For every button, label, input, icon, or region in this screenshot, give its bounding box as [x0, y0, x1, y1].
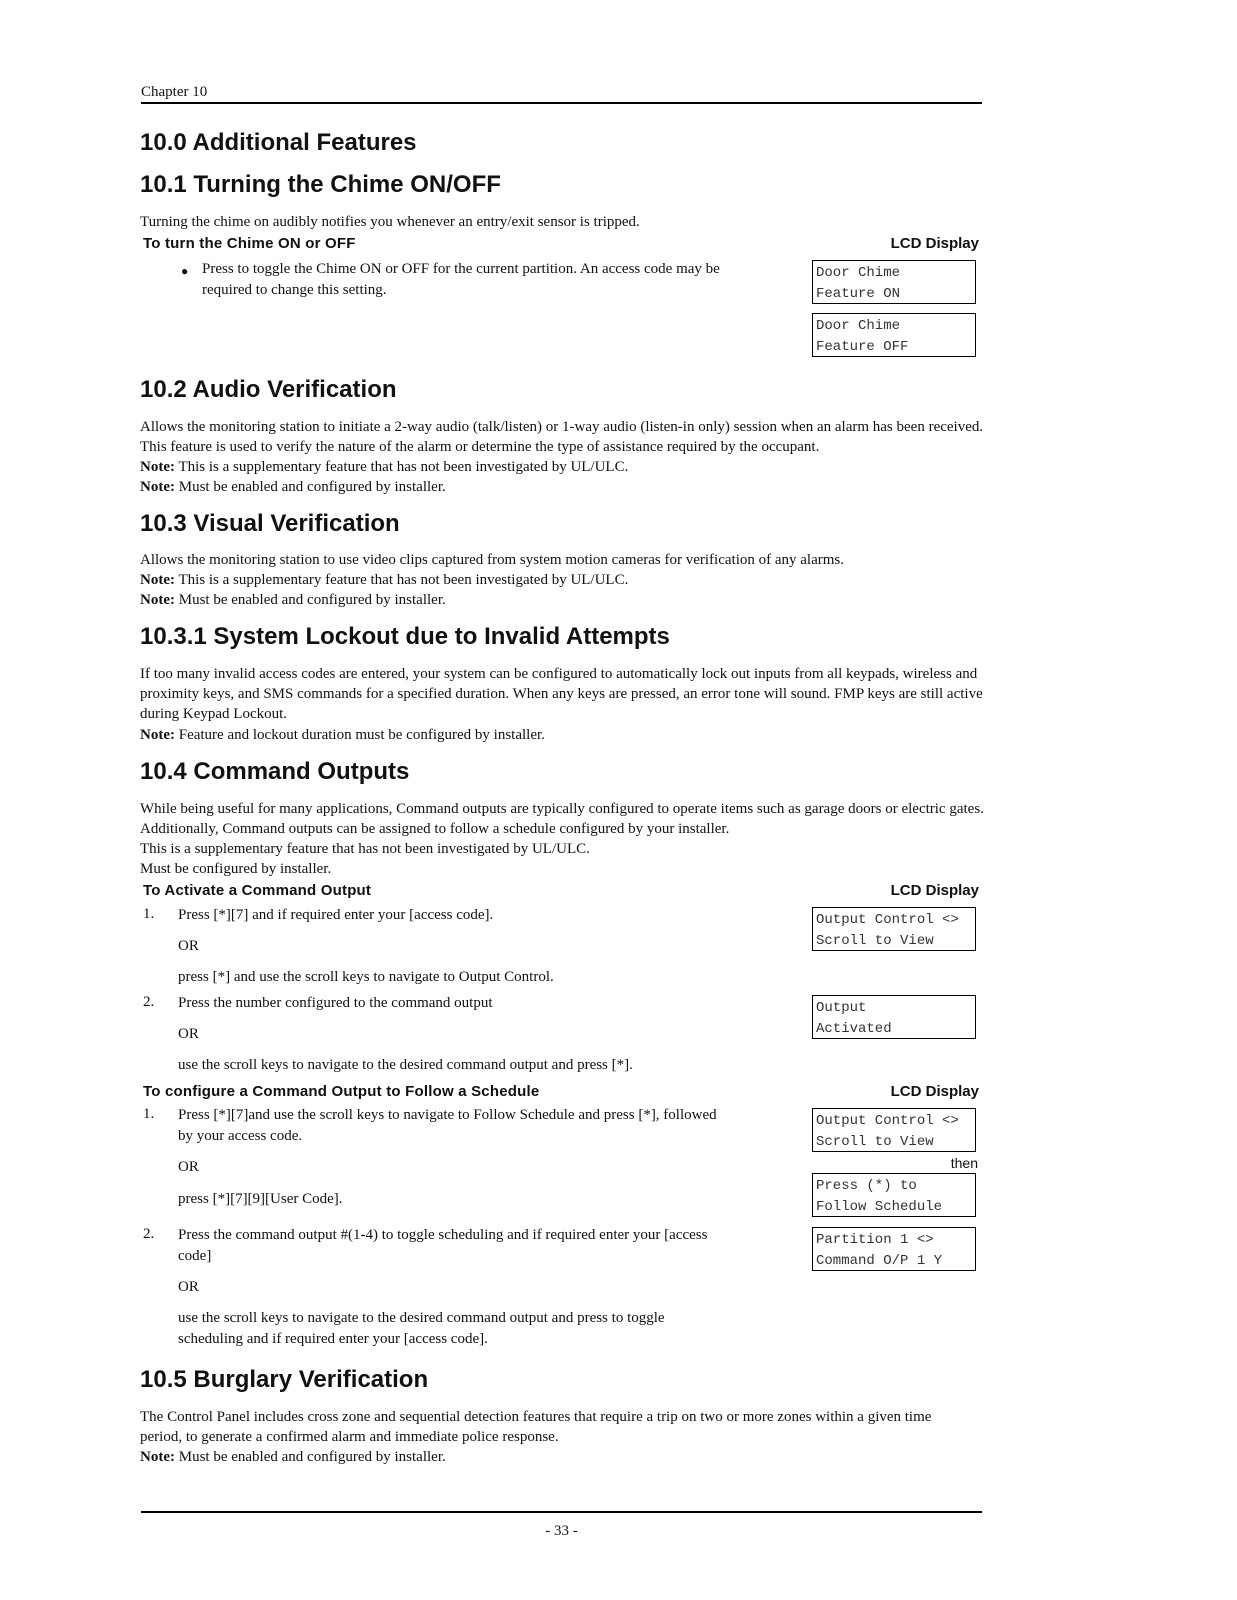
step-or: OR	[178, 1279, 199, 1295]
paragraph-10-4-line2: This is a supplementary feature that has not been investigated by UL/ULC.	[140, 841, 590, 857]
section-title-10-2: 10.2 Audio Verification	[140, 376, 397, 403]
note-label: Note:	[140, 459, 175, 475]
step-or: OR	[178, 1026, 199, 1042]
paragraph-10-2-body: Allows the monitoring station to initiate a 2-way audio (talk/listen) or 1-way audio (listen-in only) session when an alarm has been received. This feature is used to verify the nature of the alarm or determine the type of assistance required by the occupant.	[140, 419, 984, 455]
note-label: Note:	[140, 727, 175, 743]
note-10-2-a	[140, 457, 990, 477]
step-activate-2-alt: use the scroll keys to navigate to the desired command output and press [*].	[178, 1057, 633, 1073]
note-text: This is a supplementary feature that has not been investigated by UL/ULC.	[178, 459, 629, 475]
paragraph-10-5-body: The Control Panel includes cross zone and sequential detection features that require a trip on two or more zones within a given time period, to generate a confirmed alarm and immediate police response.	[140, 1409, 932, 1445]
note-10-3-1	[140, 725, 990, 745]
subhead-chime: To turn the Chime ON or OFF	[143, 235, 356, 252]
note-label: Note:	[140, 1449, 175, 1465]
step-activate-1-alt: press [*] and use the scroll keys to navigate to Output Control.	[178, 969, 554, 985]
section-title-10-0: 10.0 Additional Features	[140, 129, 417, 156]
note-text: This is a supplementary feature that has not been investigated by UL/ULC.	[178, 572, 629, 588]
step-schedule-1: Press [*][7]and use the scroll keys to navigate to Follow Schedule and press [*], followed by your access code.	[178, 1107, 717, 1144]
note-label: Note:	[140, 479, 175, 495]
paragraph-10-3-body: Allows the monitoring station to use video clips captured from system motion cameras for verification of any alarms.	[140, 552, 844, 568]
step-activate-1: Press [*][7] and if required enter your [access code].	[178, 907, 494, 923]
step-number: 2.	[143, 994, 155, 1010]
subhead-follow-schedule: To configure a Command Output to Follow a Schedule	[143, 1083, 540, 1100]
step-number: 1.	[143, 1106, 155, 1122]
note-text: Feature and lockout duration must be configured by installer.	[178, 727, 545, 743]
step-number: 2.	[143, 1226, 155, 1242]
note-text: Must be enabled and configured by installer.	[178, 479, 446, 495]
note-label: Note:	[140, 592, 175, 608]
lcd-partition-command: Partition 1 <> Command O/P 1 Y	[812, 1227, 976, 1271]
lcd-output-control-schedule: Output Control <> Scroll to View	[812, 1108, 976, 1152]
header-rule	[141, 102, 982, 104]
bullet-icon: ●	[181, 264, 189, 278]
step-or: OR	[178, 1159, 199, 1175]
chapter-header: Chapter 10	[141, 84, 208, 100]
section-title-10-3: 10.3 Visual Verification	[140, 510, 400, 537]
then-label: then	[950, 1155, 978, 1171]
note-10-2-b	[140, 477, 990, 497]
section-title-10-5: 10.5 Burglary Verification	[140, 1366, 429, 1393]
step-number: 1.	[143, 906, 155, 922]
step-schedule-2: Press the command output #(1-4) to toggle scheduling and if required enter your [access code]	[178, 1227, 708, 1264]
subhead-activate-output: To Activate a Command Output	[143, 882, 372, 899]
paragraph-10-3-1-body: If too many invalid access codes are entered, your system can be configured to automatically lock out inputs from all keypads, wireless and proximity keys, and SMS commands for a specified duration. When any keys are pressed, an error tone will sound. FMP keys are still active during Keypad Lockout.	[140, 666, 983, 722]
note-text: Must be enabled and configured by installer.	[178, 1449, 446, 1465]
paragraph-10-4-line3: Must be configured by installer.	[140, 861, 332, 877]
section-title-10-3-1: 10.3.1 System Lockout due to Invalid Attempts	[140, 623, 670, 650]
paragraph-10-4-body: While being useful for many applications, Command outputs are typically configured to operate items such as garage doors or electric gates. Additionally, Command outputs can be assigned to follow a schedule configured by your installer.	[140, 801, 984, 837]
note-label: Note:	[140, 572, 175, 588]
page-number: - 33 -	[545, 1523, 578, 1539]
chime-instruction: Press to toggle the Chime ON or OFF for the current partition. An access code may be required to change this setting.	[202, 261, 720, 298]
note-10-5	[140, 1447, 990, 1467]
section-title-10-4: 10.4 Command Outputs	[140, 758, 410, 785]
step-activate-2: Press the number configured to the command output	[178, 995, 493, 1011]
note-10-3-b	[140, 590, 990, 610]
note-10-3-a	[140, 570, 990, 590]
section-title-10-1: 10.1 Turning the Chime ON/OFF	[140, 171, 501, 198]
footer-rule	[141, 1511, 982, 1513]
lcd-display-heading: LCD Display	[890, 882, 979, 899]
lcd-chime-on: Door Chime Feature ON	[812, 260, 976, 304]
step-schedule-1-alt: press [*][7][9][User Code].	[178, 1191, 343, 1207]
note-text: Must be enabled and configured by installer.	[178, 592, 446, 608]
lcd-chime-off: Door Chime Feature OFF	[812, 313, 976, 357]
lcd-follow-schedule: Press (*) to Follow Schedule	[812, 1173, 976, 1217]
lcd-output-activated: Output Activated	[812, 995, 976, 1039]
step-schedule-2-alt: use the scroll keys to navigate to the desired command output and press to toggle scheduling and if required enter your [access code].	[178, 1310, 665, 1347]
paragraph-10-1-intro: Turning the chime on audibly notifies you whenever an entry/exit sensor is tripped.	[140, 214, 640, 230]
lcd-display-heading: LCD Display	[890, 235, 979, 252]
lcd-display-heading: LCD Display	[890, 1083, 979, 1100]
step-or: OR	[178, 938, 199, 954]
lcd-output-control: Output Control <> Scroll to View	[812, 907, 976, 951]
